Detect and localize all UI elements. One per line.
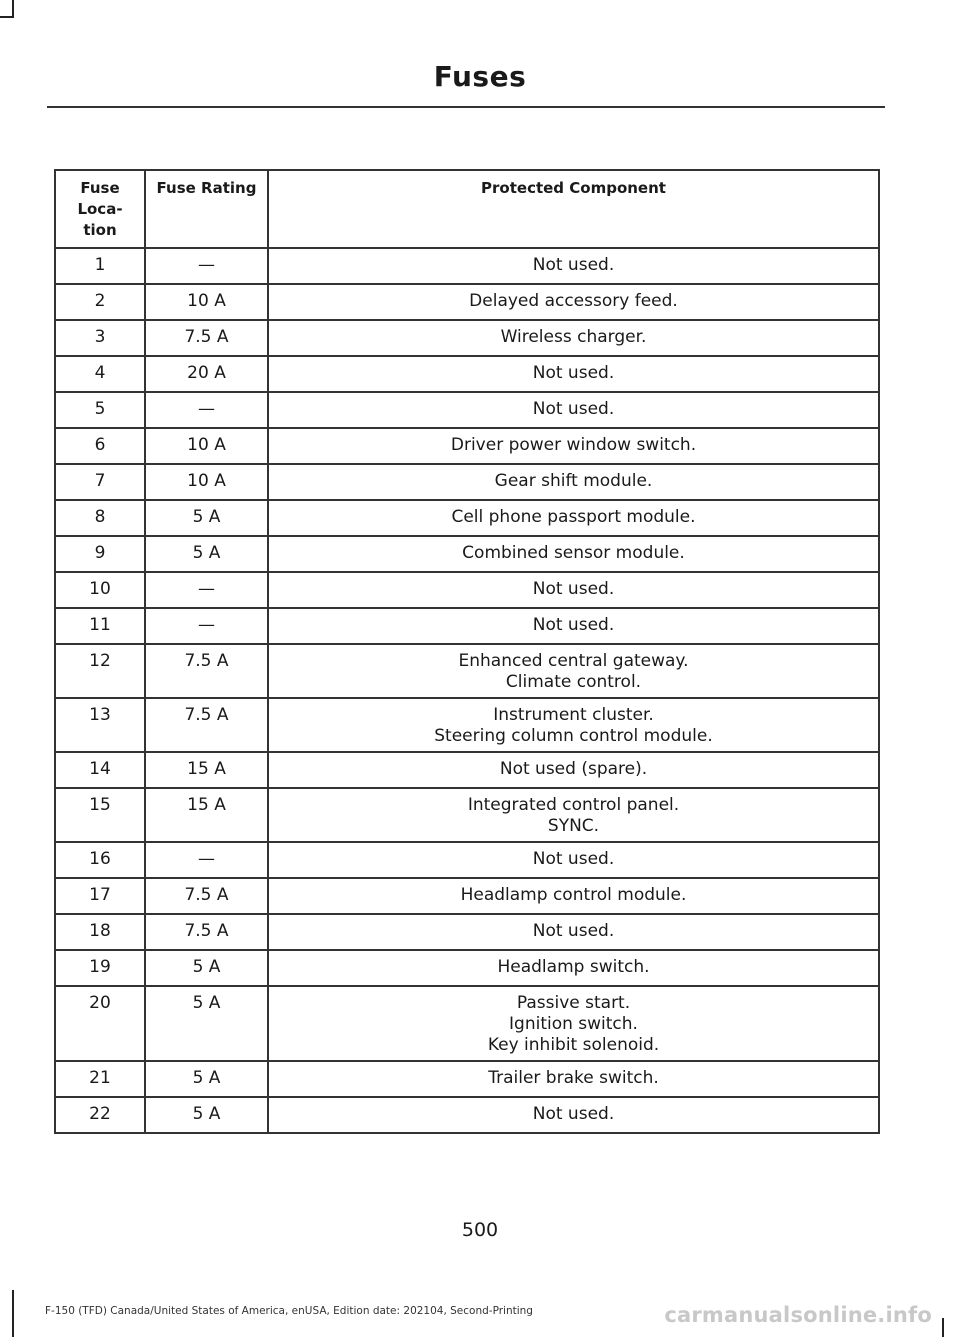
page-number: 500 xyxy=(461,1219,499,1241)
protected-component-cell xyxy=(268,878,879,914)
table-row xyxy=(55,572,879,608)
protected-component-cell xyxy=(268,284,879,320)
component-line: Not used. xyxy=(532,615,615,635)
fuse-rating-cell: 5 A xyxy=(145,986,268,1061)
fuse-rating-cell: 7.5 A xyxy=(145,914,268,950)
component-line: Not used. xyxy=(532,363,615,383)
fuse-location-cell: 22 xyxy=(55,1097,145,1133)
protected-component-cell xyxy=(268,1061,879,1097)
table-row xyxy=(55,500,879,536)
fuse-rating-cell: 15 A xyxy=(145,752,268,788)
table-row xyxy=(55,1061,879,1097)
component-line: Cell phone passport module. xyxy=(451,507,696,527)
component-line: Headlamp control module. xyxy=(460,885,687,905)
protected-component-cell xyxy=(268,608,879,644)
protected-component-cell xyxy=(268,572,879,608)
protected-component-cell xyxy=(268,320,879,356)
fuse-table xyxy=(54,169,880,1134)
fuse-location-cell: 16 xyxy=(55,842,145,878)
fuse-rating-cell: — xyxy=(145,392,268,428)
fuse-location-cell: 4 xyxy=(55,356,145,392)
column-header-fuse-rating: Fuse Rating xyxy=(145,170,268,248)
table-row xyxy=(55,698,879,752)
fuse-rating-cell: 10 A xyxy=(145,284,268,320)
component-line: Instrument cluster. xyxy=(493,705,654,725)
component-line: Not used. xyxy=(532,255,615,275)
column-header-protected-component: Protected Component xyxy=(268,170,879,248)
fuse-rating-cell: 7.5 A xyxy=(145,698,268,752)
component-line: Not used. xyxy=(532,1104,615,1124)
protected-component-cell xyxy=(268,914,879,950)
component-line: Not used. xyxy=(532,579,615,599)
fuse-location-cell: 15 xyxy=(55,788,145,842)
table-row xyxy=(55,248,879,284)
table-row xyxy=(55,914,879,950)
fuse-rating-cell: 5 A xyxy=(145,500,268,536)
fuse-rating-cell: 5 A xyxy=(145,950,268,986)
table-header-row xyxy=(55,170,879,248)
table-row xyxy=(55,752,879,788)
protected-component-cell xyxy=(268,950,879,986)
fuse-rating-cell: 20 A xyxy=(145,356,268,392)
table-row xyxy=(55,788,879,842)
table-row xyxy=(55,1097,879,1133)
column-header-fuse-location: Fuse Loca- tion xyxy=(55,170,145,248)
table-row xyxy=(55,536,879,572)
protected-component-cell xyxy=(268,698,879,752)
fuse-table-body xyxy=(55,248,879,1133)
component-line: Not used (spare). xyxy=(499,759,648,779)
component-line: Wireless charger. xyxy=(500,327,647,347)
fuse-location-cell: 2 xyxy=(55,284,145,320)
fuse-rating-cell: 15 A xyxy=(145,788,268,842)
table-row xyxy=(55,608,879,644)
component-line: Climate control. xyxy=(505,672,642,692)
protected-component-cell xyxy=(268,788,879,842)
protected-component-cell xyxy=(268,356,879,392)
fuse-location-cell: 8 xyxy=(55,500,145,536)
fuse-location-cell: 18 xyxy=(55,914,145,950)
table-row xyxy=(55,284,879,320)
title-divider xyxy=(47,106,885,108)
component-line: SYNC. xyxy=(547,816,600,836)
fuse-location-cell: 9 xyxy=(55,536,145,572)
table-row xyxy=(55,644,879,698)
protected-component-cell xyxy=(268,500,879,536)
component-line: Integrated control panel. xyxy=(467,795,680,815)
protected-component-cell xyxy=(268,428,879,464)
table-row xyxy=(55,356,879,392)
protected-component-cell xyxy=(268,842,879,878)
fuse-location-cell: 1 xyxy=(55,248,145,284)
component-line: Not used. xyxy=(532,399,615,419)
component-line: Headlamp switch. xyxy=(497,957,650,977)
watermark: carmanualsonline.info xyxy=(664,1303,932,1327)
fuse-location-cell: 20 xyxy=(55,986,145,1061)
fuse-location-cell: 7 xyxy=(55,464,145,500)
protected-component-cell xyxy=(268,248,879,284)
protected-component-cell xyxy=(268,752,879,788)
component-line: Delayed accessory feed. xyxy=(469,291,678,311)
fuse-rating-cell: — xyxy=(145,248,268,284)
protected-component-cell xyxy=(268,644,879,698)
page-title: Fuses xyxy=(433,60,527,93)
component-line: Enhanced central gateway. xyxy=(458,651,689,671)
fuse-location-cell: 5 xyxy=(55,392,145,428)
fuse-rating-cell: 10 A xyxy=(145,428,268,464)
fuse-location-cell: 6 xyxy=(55,428,145,464)
component-line: Steering column control module. xyxy=(434,726,713,746)
fuse-location-cell: 10 xyxy=(55,572,145,608)
crop-mark xyxy=(12,1290,14,1337)
fuse-location-cell: 11 xyxy=(55,608,145,644)
table-row xyxy=(55,320,879,356)
fuse-rating-cell: 7.5 A xyxy=(145,644,268,698)
fuse-location-cell: 3 xyxy=(55,320,145,356)
component-line: Gear shift module. xyxy=(494,471,653,491)
fuse-location-cell: 13 xyxy=(55,698,145,752)
fuse-rating-cell: 5 A xyxy=(145,536,268,572)
table-row xyxy=(55,950,879,986)
crop-mark xyxy=(0,16,14,18)
component-line: Not used. xyxy=(532,921,615,941)
fuse-location-cell: 19 xyxy=(55,950,145,986)
component-line: Key inhibit solenoid. xyxy=(487,1035,660,1055)
table-row xyxy=(55,878,879,914)
fuse-rating-cell: — xyxy=(145,608,268,644)
table-row xyxy=(55,842,879,878)
fuse-rating-cell: — xyxy=(145,842,268,878)
table-row xyxy=(55,986,879,1061)
crop-mark xyxy=(942,1318,944,1337)
fuse-rating-cell: 10 A xyxy=(145,464,268,500)
fuse-location-cell: 12 xyxy=(55,644,145,698)
fuse-rating-cell: 5 A xyxy=(145,1097,268,1133)
component-line: Not used. xyxy=(532,849,615,869)
protected-component-cell xyxy=(268,1097,879,1133)
protected-component-cell xyxy=(268,464,879,500)
component-line: Passive start. xyxy=(516,993,631,1013)
fuse-rating-cell: 7.5 A xyxy=(145,320,268,356)
fuse-location-cell: 21 xyxy=(55,1061,145,1097)
table-row xyxy=(55,464,879,500)
component-line: Trailer brake switch. xyxy=(488,1068,659,1088)
protected-component-cell xyxy=(268,392,879,428)
protected-component-cell xyxy=(268,986,879,1061)
protected-component-cell xyxy=(268,536,879,572)
table-row xyxy=(55,392,879,428)
fuse-rating-cell: 7.5 A xyxy=(145,878,268,914)
edition-footer: F-150 (TFD) Canada/United States of America, enUSA, Edition date: 202104, Second-Printing xyxy=(45,1305,533,1317)
fuse-rating-cell: — xyxy=(145,572,268,608)
fuse-location-cell: 17 xyxy=(55,878,145,914)
component-line: Ignition switch. xyxy=(509,1014,638,1034)
component-line: Driver power window switch. xyxy=(450,435,697,455)
component-line: Combined sensor module. xyxy=(462,543,685,563)
fuse-rating-cell: 5 A xyxy=(145,1061,268,1097)
table-row xyxy=(55,428,879,464)
fuse-location-cell: 14 xyxy=(55,752,145,788)
